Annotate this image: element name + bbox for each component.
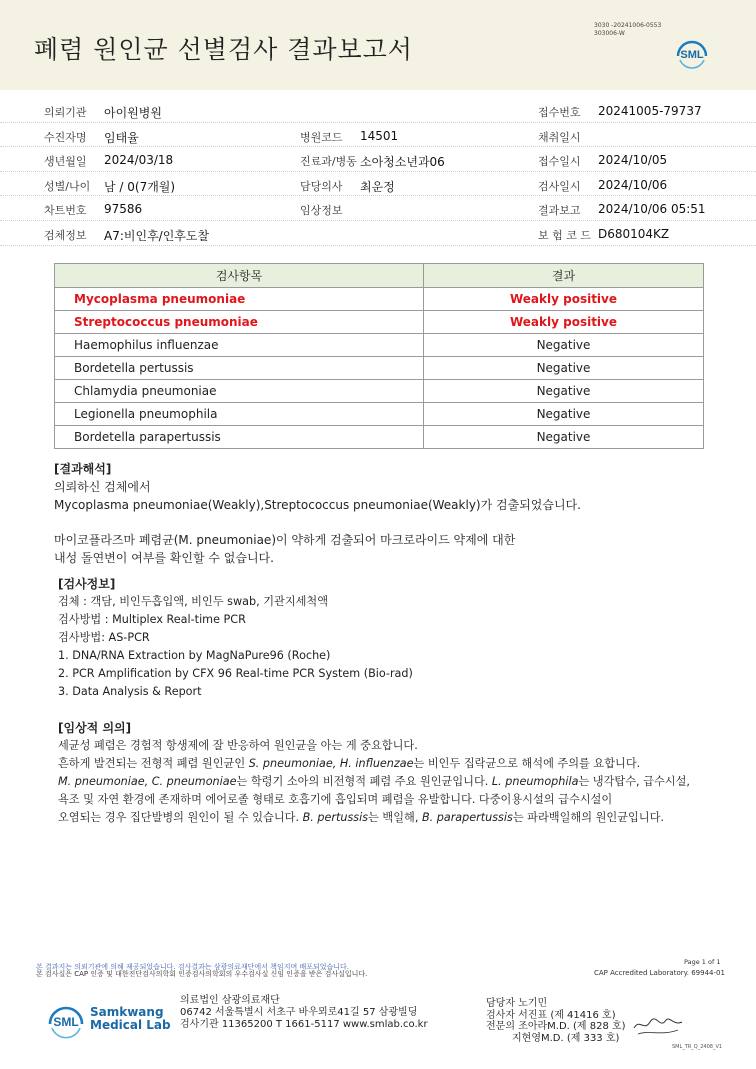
info-value: 2024/03/18	[104, 153, 174, 168]
test-item-cell: Haemophilus influenzae	[55, 334, 424, 357]
info-value: 임태율	[104, 130, 139, 145]
table-row	[55, 426, 704, 449]
staff-line: 담당자 노기민	[486, 998, 548, 1009]
info-value: 14501	[360, 128, 399, 143]
info-label: 검체정보	[44, 228, 87, 242]
document-code	[594, 22, 661, 38]
result-cell: Weakly positive	[424, 288, 704, 311]
patient-info	[0, 98, 756, 246]
staff-line: 전문의 조아라M.D. (제 828 호)	[486, 1021, 626, 1032]
info-row	[0, 221, 756, 246]
info-label: 채취일시	[538, 130, 581, 144]
info-label: 생년월일	[44, 155, 87, 169]
interpretation-section	[54, 460, 581, 567]
table-row	[55, 380, 704, 403]
result-cell: Negative	[424, 426, 704, 449]
info-value: A7:비인후/인후도찰	[104, 228, 210, 243]
info-row	[0, 147, 756, 172]
info-value: 2024/10/06 05:51	[598, 202, 706, 217]
info-label: 의뢰기관	[44, 106, 87, 119]
result-cell: Negative	[424, 357, 704, 380]
test-info-heading: [검사정보]	[58, 577, 116, 591]
clinical-line: 흔하게 발견되는 전형적 폐렴 원인균인 S. pneumoniae, H. influenzae는 비인두 집락균으로 해석에 주의를 요합니다.	[58, 757, 641, 770]
info-label: 성별/나이	[44, 179, 91, 193]
test-info-line: 1. DNA/RNA Extraction by MagNaPure96 (Roche)	[58, 649, 331, 662]
results-table	[54, 263, 704, 449]
org-address	[180, 995, 428, 1031]
info-row	[0, 98, 756, 123]
info-value: 97586	[104, 202, 143, 217]
table-row	[55, 357, 704, 380]
info-value: 2024/10/05	[598, 153, 668, 168]
document-code-line2: 303006-W	[594, 30, 625, 37]
clinical-line: 세균성 폐렴은 경험적 항생제에 잘 반응하여 원인균을 아는 게 중요합니다.	[58, 739, 418, 752]
header-test-item: 검사항목	[55, 264, 424, 288]
footer-notice: 본 검사실은 CAP 인증 및 대한진단검사의학회 인증검사의학회의 우수검사실 신임 인증을 받은 검사실입니다.	[36, 970, 368, 978]
page-number: Page 1 of 1	[684, 958, 721, 966]
info-value: 2024/10/06	[598, 177, 668, 192]
test-item-cell: Bordetella pertussis	[55, 357, 424, 380]
header-result: 결과	[424, 264, 704, 288]
info-value: 최운정	[360, 179, 395, 194]
svg-text:SML: SML	[53, 1015, 79, 1029]
svg-text:SML: SML	[680, 49, 704, 61]
sml-logo-icon	[672, 34, 712, 74]
org-name-line1: Samkwang	[90, 1005, 164, 1019]
clinical-line: 오염되는 경우 집단발병의 원인이 될 수 있습니다. B. pertussis는 백일해, B. parapertussis는 파라백일해의 원인균입니다.	[58, 811, 664, 824]
sml-footer-logo-icon	[44, 1000, 88, 1044]
cap-accreditation: CAP Accredited Laboratory. 69944-01	[594, 969, 725, 977]
address-line: 06742 서울특별시 서초구 바우뫼로41길 57 삼광빌딩	[180, 1007, 418, 1018]
report-header	[0, 0, 756, 90]
test-item-cell: Streptococcus pneumoniae	[55, 311, 424, 334]
info-label: 접수번호	[538, 106, 581, 119]
info-label: 병원코드	[300, 130, 343, 144]
info-value: 소아청소년과06	[360, 155, 445, 170]
interpretation-line: 마이코플라즈마 폐렴균(M. pneumoniae)이 약하게 검출되어 마크로라이드 약제에 대한	[54, 533, 516, 547]
org-name-line2: Medical Lab	[90, 1018, 171, 1032]
address-line: 검사기관 11365200 T 1661-5117 www.smlab.co.kr	[180, 1019, 428, 1030]
test-info-line: 2. PCR Amplification by CFX 96 Real-time PCR System (Bio-rad)	[58, 667, 413, 680]
info-value: 아이원병원	[104, 106, 162, 120]
test-info-line: 3. Data Analysis & Report	[58, 685, 202, 698]
table-row	[55, 403, 704, 426]
signature-icon	[632, 1012, 684, 1040]
info-row	[0, 196, 756, 221]
form-number: SML_TR_Q_2408_V1	[672, 1044, 723, 1050]
interpretation-line: 의뢰하신 검체에서	[54, 480, 151, 494]
result-cell: Negative	[424, 380, 704, 403]
results-header-row	[55, 264, 704, 288]
info-value: D680104KZ	[598, 226, 670, 241]
info-label: 검사일시	[538, 179, 581, 193]
info-label: 진료과/병동	[300, 155, 357, 169]
result-cell: Weakly positive	[424, 311, 704, 334]
table-row	[55, 334, 704, 357]
result-cell: Negative	[424, 403, 704, 426]
test-item-cell: Bordetella parapertussis	[55, 426, 424, 449]
footer-notice-blue: 본 결과지는 의뢰기관에 의해 제공되었습니다. 검사결과는 삼광의료재단에서 책임지며 배포되었습니다.	[36, 963, 350, 971]
test-info-line: 검사방법: AS-PCR	[58, 631, 150, 644]
staff-line: 검사자 서진표 (제 41416 호)	[486, 1009, 616, 1021]
info-row	[0, 123, 756, 148]
clinical-heading: [임상적 의의]	[58, 721, 132, 735]
test-item-cell: Legionella pneumophila	[55, 403, 424, 426]
document-code-line1: 3030 -20241006-0553	[594, 22, 662, 29]
clinical-line: M. pneumoniae, C. pneumoniae는 학령기 소아의 비전형적 폐렴 주요 원인균입니다. L. pneumophila는 냉각탑수, 급수시설,	[58, 775, 690, 788]
info-row	[0, 172, 756, 197]
table-row	[55, 288, 704, 311]
info-label: 차트번호	[44, 204, 87, 218]
test-info-section	[58, 575, 413, 701]
clinical-line: 욕조 및 자연 환경에 존재하며 에어로졸 형태로 호흡기에 흡입되며 폐렴을 유발합니다. 다중이용시설의 급수시설이	[58, 793, 613, 806]
test-item-cell: Chlamydia pneumoniae	[55, 380, 424, 403]
info-label: 수진자명	[44, 130, 87, 144]
interpretation-line: Mycoplasma pneumoniae(Weakly),Streptococcus pneumoniae(Weakly)가 검출되었습니다.	[54, 498, 581, 512]
info-label: 접수일시	[538, 155, 581, 169]
interpretation-heading: [결과해석]	[54, 462, 112, 476]
info-label: 임상정보	[300, 204, 343, 218]
table-row	[55, 311, 704, 334]
test-item-cell: Mycoplasma pneumoniae	[55, 288, 424, 311]
result-cell: Negative	[424, 334, 704, 357]
info-value: 남 / 0(7개월)	[104, 179, 176, 194]
address-line: 의료법인 삼광의료재단	[180, 995, 280, 1006]
info-label: 담당의사	[300, 179, 343, 193]
info-label: 보 험 코 드	[538, 228, 591, 242]
info-value: 20241005-79737	[598, 104, 702, 118]
report-title: 폐렴 원인균 선별검사 결과보고서	[34, 35, 413, 64]
test-info-line: 검체 : 객담, 비인두흡입액, 비인두 swab, 기관지세척액	[58, 595, 329, 608]
staff-line: 지현영M.D. (제 333 호)	[512, 1032, 620, 1044]
interpretation-line: 내성 돌연변이 여부를 확인할 수 없습니다.	[54, 551, 274, 565]
info-label: 결과보고	[538, 204, 581, 218]
staff-list	[486, 998, 626, 1044]
test-info-line: 검사방법 : Multiplex Real-time PCR	[58, 613, 246, 626]
clinical-section	[58, 719, 690, 827]
org-name	[90, 1006, 171, 1032]
